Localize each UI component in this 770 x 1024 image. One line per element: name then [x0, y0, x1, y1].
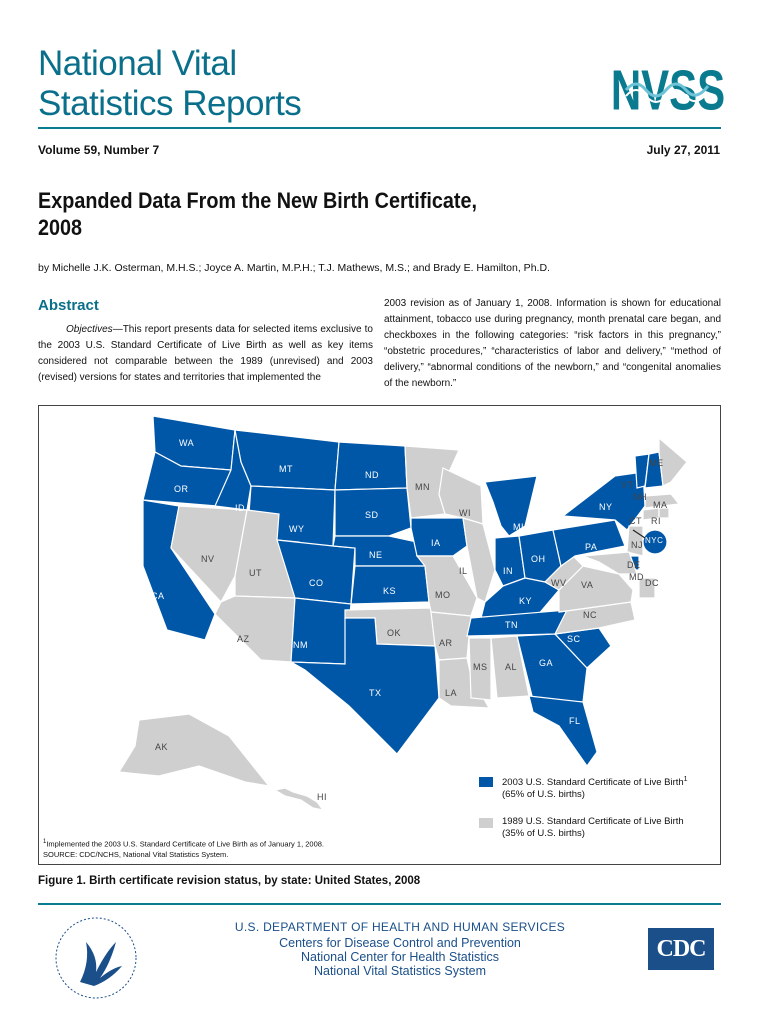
state-fl: [529, 696, 597, 766]
state-ar: [431, 612, 471, 660]
state-label-nh: NH: [633, 492, 647, 502]
state-label-co: CO: [309, 578, 324, 588]
state-label-wv: WV: [551, 578, 567, 588]
legend-swatch-revised: [479, 777, 493, 787]
state-label-md: MD: [629, 572, 644, 582]
state-label-mo: MO: [435, 590, 451, 600]
state-label-or: OR: [174, 484, 189, 494]
header-rule: [38, 127, 721, 129]
state-label-nj: NJ: [631, 540, 643, 550]
state-ak: [119, 714, 269, 786]
series-title-line1: National Vital: [38, 44, 237, 83]
abstract-column-1: [38, 322, 373, 386]
state-label-id: ID: [235, 503, 245, 513]
state-label-pa: PA: [585, 542, 598, 552]
state-label-oh: OH: [531, 554, 546, 564]
state-label-ct: CT: [629, 516, 642, 526]
state-label-sc: SC: [567, 634, 581, 644]
state-label-il: IL: [459, 566, 468, 576]
state-label-tn: TN: [505, 620, 518, 630]
state-label-ca: CA: [151, 591, 165, 601]
volume-number: Volume 59, Number 7: [38, 143, 160, 157]
state-label-va: VA: [581, 580, 594, 590]
state-label-sd: SD: [365, 510, 379, 520]
figure-box: [38, 405, 721, 865]
state-label-ky: KY: [519, 596, 533, 606]
state-label-wi: WI: [459, 508, 471, 518]
state-label-ms: MS: [473, 662, 488, 672]
cdc-logo: CDC: [648, 928, 714, 970]
state-ia: [411, 518, 467, 556]
footer-dept: U.S. DEPARTMENT OF HEALTH AND HUMAN SERVICES: [234, 920, 566, 934]
state-label-ak: AK: [155, 742, 169, 752]
state-label-az: AZ: [237, 634, 250, 644]
state-label-nm: NM: [293, 640, 308, 650]
state-label-ia: IA: [431, 538, 441, 548]
legend-swatch-unrevised: [479, 818, 493, 828]
report-title: Expanded Data From the New Birth Certificate, 2008: [38, 188, 477, 240]
state-hi: [275, 788, 323, 810]
state-label-fl: FL: [569, 716, 581, 726]
state-nd: [335, 442, 407, 490]
state-label-ga: GA: [539, 658, 554, 668]
state-label-nc: NC: [583, 610, 597, 620]
footer-nvss: National Vital Statistics System: [313, 964, 487, 978]
footer-agency: [190, 920, 610, 978]
state-nm: [291, 598, 351, 664]
legend-item-revised: 2003 U.S. Standard Certificate of Live Birth$^1$ (65% of U.S. births): [502, 776, 688, 801]
abstract-column-2: 2003 revision as of January 1, 2008. Information is shown for educational attainment, tobacco use during pregnancy, month prenatal care began, and checkboxes in the following categories: “risk factors in this pregnancy,” “obstetric procedures,” “characteristics of labor and delivery,” “method of delivery,” “abnormal conditions of the newborn,” and “congenital anomalies of the newborn.”: [384, 298, 721, 389]
figure-footnote: $^1$Implemented the 2003 U.S. Standard Certificate of Live Birth as of January 1, 2008. SOURCE: CDC/NCHS, National Vital Statistics System.: [43, 839, 325, 859]
state-label-mi: MI: [513, 522, 524, 532]
nvss-logo-text: NVSS: [610, 58, 726, 122]
state-label-la: LA: [445, 688, 458, 698]
state-label-tx: TX: [369, 688, 382, 698]
objectives-label: Objectives: [66, 324, 113, 335]
nvss-logo: [610, 50, 726, 130]
state-label-vt: VT: [621, 480, 634, 490]
footer-nchs: National Center for Health Statistics: [300, 950, 499, 964]
figure-caption: Figure 1. Birth certificate revision status, by state: United States, 2008: [38, 875, 421, 887]
state-label-mt: MT: [279, 464, 293, 474]
state-az: [215, 596, 295, 662]
series-title: [38, 44, 301, 124]
state-label-nd: ND: [365, 470, 379, 480]
state-label-ut: UT: [249, 568, 262, 578]
state-label-wa: WA: [179, 438, 195, 448]
state-label-ks: KS: [383, 586, 397, 596]
issue-date: July 27, 2011: [646, 143, 720, 157]
abstract-text-1: —This report presents data for selected items exclusive to the 2003 U.S. Standard Certificate of Live Birth as well as key items considered not comparable between the 1989 (unrevised) and 2003 (revised) versions for states and territories that implemented the: [38, 324, 373, 383]
hhs-eagle-logo: [50, 912, 142, 1004]
state-label-hi: HI: [317, 792, 327, 802]
abstract-heading: Abstract: [38, 297, 99, 314]
legend-item-unrevised: 1989 U.S. Standard Certificate of Live Birth (35% of U.S. births): [502, 816, 684, 839]
footer-cdc: Centers for Disease Control and Prevention: [279, 936, 521, 950]
state-label-al: AL: [505, 662, 518, 672]
authors: by Michelle J.K. Osterman, M.H.S.; Joyce A. Martin, M.P.H.; T.J. Mathews, M.S.; and Brady E. Hamilton, Ph.D.: [38, 262, 550, 274]
footer-rule: [38, 903, 721, 905]
state-label-ar: AR: [439, 638, 453, 648]
state-label-nyc: NYC: [645, 536, 664, 545]
state-label-nv: NV: [201, 554, 215, 564]
state-mi: [485, 476, 537, 536]
state-label-me: ME: [649, 458, 664, 468]
state-label-ma: MA: [653, 500, 668, 510]
figure-source: SOURCE: CDC/NCHS, National Vital Statistics System.: [43, 849, 229, 859]
state-label-dc: DC: [645, 578, 659, 588]
series-title-line2: Statistics Reports: [38, 84, 302, 123]
state-mt: [235, 430, 339, 490]
state-label-ny: NY: [599, 502, 613, 512]
state-label-wy: WY: [289, 524, 305, 534]
state-label-de: DE: [627, 560, 641, 570]
state-label-ri: RI: [651, 516, 661, 526]
state-label-in: IN: [503, 566, 513, 576]
state-ks: [351, 566, 429, 604]
state-label-ne: NE: [369, 550, 383, 560]
state-label-ok: OK: [387, 628, 402, 638]
state-label-mn: MN: [415, 482, 430, 492]
